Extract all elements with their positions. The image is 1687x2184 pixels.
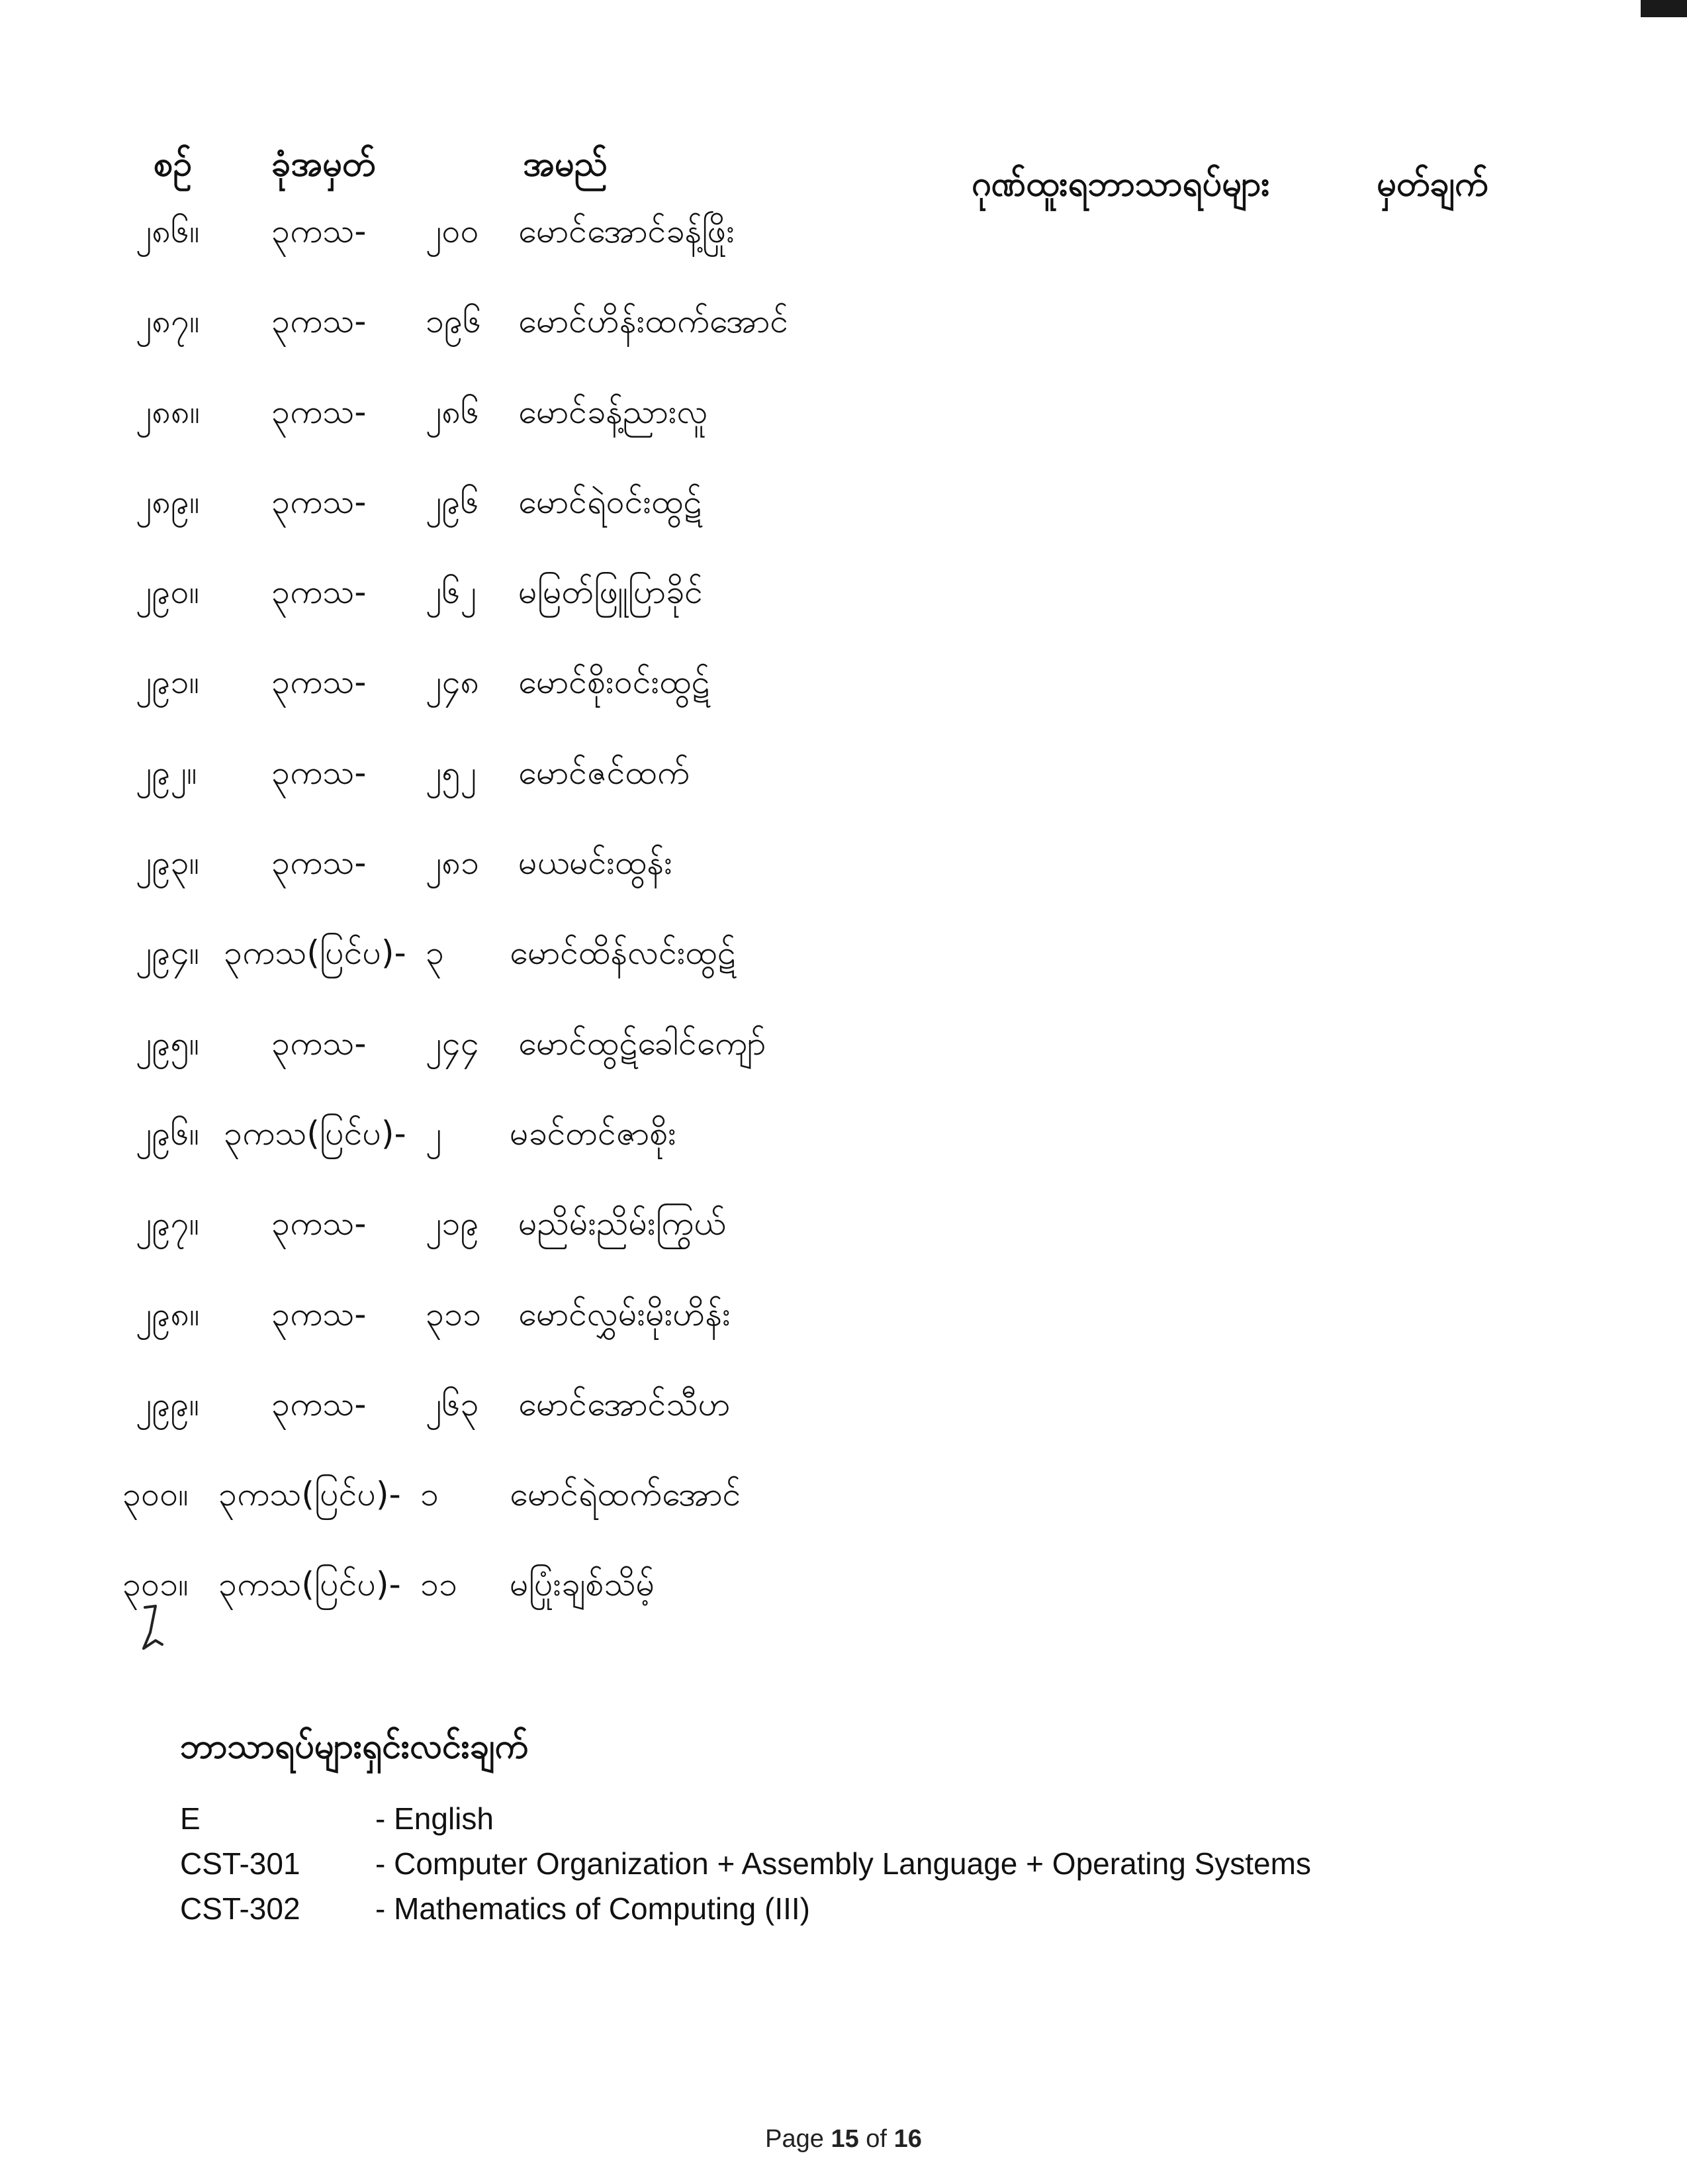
header-distinction-subjects: ဂုဏ်ထူးရဘာသာရပ်များ <box>972 164 1270 204</box>
legend-code: CST-302 <box>180 1891 300 1926</box>
row-roll-number: ၃ <box>426 933 445 973</box>
row-roll-number: ၂၈၆ <box>426 392 480 431</box>
row-student-name: မောင်ဇင်ထက် <box>518 753 690 792</box>
row-roll-prefix: ၃ကသ(ပြင်ပ)- <box>224 933 406 973</box>
row-serial: ၂၈၇။ <box>136 302 200 341</box>
row-roll-number: ၂၆၂ <box>426 573 477 612</box>
row-student-name: မောင်ဟိန်းထက်အောင် <box>518 302 789 341</box>
scan-edge-mark <box>1641 0 1687 17</box>
row-roll-prefix: ၃ကသ- <box>271 302 367 341</box>
page-footer <box>0 2125 1687 2154</box>
row-roll-number: ၂၆၃ <box>426 1384 479 1423</box>
table-row <box>0 1023 1687 1113</box>
row-student-name: မမြတ်ဖြူပြာခိုင် <box>518 573 703 612</box>
row-student-name: မောင်လွှမ်းမိုးဟိန်း <box>518 1294 731 1333</box>
row-roll-prefix: ၃ကသ(ပြင်ပ)- <box>218 1565 401 1604</box>
row-serial: ၂၈၈။ <box>136 392 200 431</box>
row-roll-prefix: ၃ကသ(ပြင်ပ)- <box>224 1114 406 1153</box>
row-roll-prefix: ၃ကသ- <box>271 1294 367 1333</box>
row-roll-number: ၂၈၁ <box>426 843 480 882</box>
row-roll-prefix: ၃ကသ- <box>271 843 367 882</box>
table-header <box>0 142 1687 202</box>
row-roll-prefix: ၃ကသ- <box>271 753 367 792</box>
legend-title: ဘာသာရပ်များရှင်းလင်းချက် <box>180 1727 529 1766</box>
row-roll-prefix: ၃ကသ- <box>271 392 367 431</box>
row-roll-number: ၂ <box>426 1114 442 1153</box>
row-student-name: မောင်ခန့်ညားလူ <box>518 392 708 431</box>
row-student-name: မောင်ရဲဝင်းထွဋ် <box>518 482 702 521</box>
table-row <box>0 481 1687 571</box>
header-serial: စဥ် <box>154 144 193 184</box>
row-serial: ၂၉၆။ <box>136 1114 199 1153</box>
row-serial: ၂၉၅။ <box>136 1023 199 1063</box>
row-roll-number: ၂၄၈ <box>426 663 480 702</box>
row-roll-number: ၂၅၂ <box>426 753 477 792</box>
row-serial: ၂၈၆။ <box>136 212 200 250</box>
row-serial: ၂၉၀။ <box>136 573 199 612</box>
legend-description: - Computer Organization + Assembly Language + Operating Systems <box>375 1846 1311 1881</box>
row-serial: ၃၀၁။ <box>122 1565 189 1604</box>
table-row <box>0 1474 1687 1564</box>
footer-current-page: 15 <box>831 2125 859 2153</box>
table-row <box>0 932 1687 1022</box>
row-student-name: မောင်စိုးဝင်းထွဋ် <box>518 663 710 702</box>
header-remark: မှတ်ချက် <box>1377 164 1488 204</box>
row-roll-prefix: ၃ကသ- <box>271 663 367 702</box>
footer-page-word: Page <box>765 2125 824 2153</box>
table-row <box>0 1113 1687 1203</box>
header-roll-number: ခုံအမှတ် <box>271 144 376 184</box>
table-row <box>0 752 1687 842</box>
table-row <box>0 391 1687 481</box>
row-student-name: မောင်အောင်ခန့်ဖြိုး <box>518 212 735 250</box>
table-row <box>0 1203 1687 1293</box>
row-serial: ၂၉၁။ <box>136 663 199 702</box>
legend-description: - Mathematics of Computing (III) <box>375 1891 810 1926</box>
row-student-name: မညိမ်းညိမ်းကြွယ် <box>518 1204 726 1243</box>
row-roll-number: ၁ <box>420 1475 439 1514</box>
row-student-name: မယမင်းထွန်း <box>518 843 673 882</box>
legend-code: E <box>180 1801 201 1836</box>
row-serial: ၃၀၀။ <box>122 1475 189 1514</box>
row-roll-number: ၂၁၉ <box>426 1204 479 1243</box>
table-row <box>0 1564 1687 1654</box>
table-row <box>0 1294 1687 1384</box>
header-name: အမည် <box>523 144 608 184</box>
row-roll-prefix: ၃ကသ- <box>271 1204 367 1243</box>
row-student-name: မောင်အောင်သီဟ <box>518 1384 731 1423</box>
row-serial: ၂၉၃။ <box>136 843 199 882</box>
student-list <box>0 211 1687 1654</box>
footer-total-pages: 16 <box>893 2125 922 2153</box>
legend-code: CST-301 <box>180 1846 300 1881</box>
table-row <box>0 842 1687 932</box>
table-row <box>0 301 1687 391</box>
row-student-name: မောင်ထိန်လင်းထွဋ် <box>510 933 736 973</box>
row-roll-prefix: ၃ကသ- <box>271 482 367 521</box>
table-row <box>0 571 1687 661</box>
row-roll-number: ၂၀၀ <box>426 212 479 250</box>
row-roll-prefix: ၃ကသ- <box>271 212 367 250</box>
row-roll-prefix: ၃ကသ- <box>271 573 367 612</box>
table-row <box>0 1384 1687 1474</box>
row-serial: ၂၈၉။ <box>136 482 200 521</box>
row-serial: ၂၉၈။ <box>136 1294 200 1333</box>
row-roll-number: ၂၉၆ <box>426 482 479 521</box>
row-serial: ၂၉၄။ <box>136 933 199 973</box>
row-roll-prefix: ၃ကသ- <box>271 1023 367 1063</box>
row-roll-number: ၁၁ <box>420 1565 458 1604</box>
row-student-name: မောင်ရဲထက်အောင် <box>510 1475 741 1514</box>
row-student-name: မောင်ထွဋ်ခေါင်ကျော် <box>518 1023 766 1063</box>
row-roll-number: ၃၁၁ <box>426 1294 482 1333</box>
row-roll-prefix: ၃ကသ- <box>271 1384 367 1423</box>
row-roll-number: ၁၉၆ <box>426 302 482 341</box>
row-roll-prefix: ၃ကသ(ပြင်ပ)- <box>218 1475 401 1514</box>
row-roll-number: ၂၄၄ <box>426 1023 479 1063</box>
row-student-name: မပြုံးချစ်သိမ့် <box>510 1565 655 1604</box>
row-serial: ၂၉၉။ <box>136 1384 199 1423</box>
table-row <box>0 661 1687 751</box>
legend-description: - English <box>375 1801 494 1836</box>
row-serial: ၂၉၂။ <box>136 753 197 792</box>
table-row <box>0 211 1687 301</box>
footer-of-word: of <box>866 2125 887 2153</box>
row-serial: ၂၉၇။ <box>136 1204 199 1243</box>
handwritten-check-mark <box>136 1602 182 1662</box>
row-student-name: မခင်တင်ဇာစိုး <box>510 1114 676 1153</box>
